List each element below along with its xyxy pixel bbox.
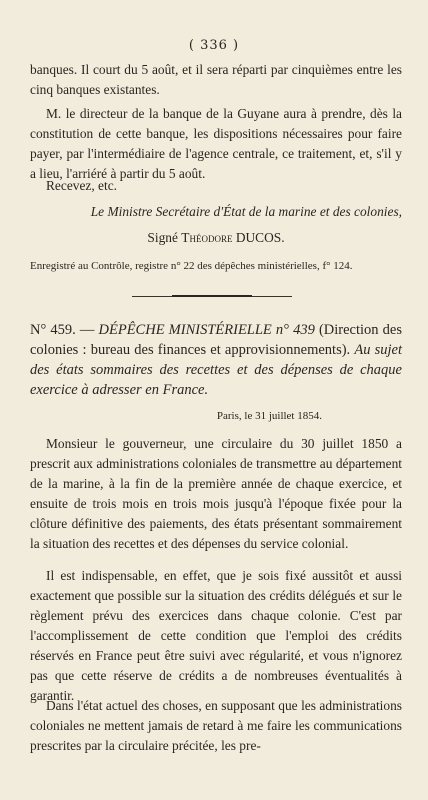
registration-note: Enregistré au Contrôle, registre n° 22 des dépêches ministérielles, f° 124. bbox=[30, 260, 353, 272]
minister-title: Le Ministre Secrétaire d'État de la marine et des colonies, bbox=[90, 204, 402, 219]
signature-surname: DUCOS. bbox=[232, 230, 285, 245]
body-paragraph-2: Il est indispensable, en effet, que je sois fixé aussitôt et aussi exactement que possible sur la situation des crédits délégués et sur le règlement prévu des exercices dans chaque colonie. C'est par l'accomplissement de cette condition que l'emploi des crédits réservés en France peut être suivi avec régularité, et vous n'ignorez pas que cette réserve de crédits a de nombreuses éventualités à garantir. bbox=[30, 568, 402, 703]
paragraph-directeur: M. le directeur de la banque de la Guyane aura à prendre, dès la constitution de cette banque, les dispositions nécessaires pour faire payer, par l'intermédiaire de l'agence centrale, ce traitement, et, s'il y a lieu, l'arriéré à partir du 5 août. bbox=[30, 106, 402, 181]
paragraph-recevez: Recevez, etc. bbox=[46, 178, 117, 193]
signature-prefix: Signé bbox=[147, 230, 182, 245]
dateline: Paris, le 31 juillet 1854. bbox=[216, 410, 322, 422]
depeche-direction: (Direction des colonies : bureau des finances et approvisionnements). bbox=[30, 322, 402, 358]
depeche-header bbox=[30, 320, 402, 400]
body-paragraph-3: Dans l'état actuel des choses, en supposant que les administrations coloniales ne mettent jamais de retard à me faire les communications prescrites par la circulaire précitée, les pre- bbox=[30, 698, 402, 753]
depeche-ref: n° 439 bbox=[271, 322, 315, 338]
signature-firstname: Théodore bbox=[181, 230, 233, 245]
page-number: ( 336 ) bbox=[188, 38, 240, 53]
depeche-subject: Au sujet des états sommaires des recettes et des dépenses de chaque exercice à adresser en France. bbox=[30, 342, 403, 398]
depeche-title: DÉPÊCHE MINISTÉRIELLE bbox=[98, 322, 272, 338]
depeche-number: N° 459. — bbox=[30, 322, 99, 338]
paragraph-banques: banques. Il court du 5 août, et il sera réparti par cinquièmes entre les cinq banques existantes. bbox=[30, 62, 402, 97]
signature-line bbox=[30, 228, 402, 248]
section-divider bbox=[132, 296, 292, 297]
body-paragraph-1: Monsieur le gouverneur, une circulaire du 30 juillet 1850 a prescrit aux administrations coloniales de transmettre au département de la marine, à la fin de la première année de chaque exercice, et ensuite de trois mois en trois mois jusqu'à l'époque fixée pour la clôture définitive des paiements, des états présentant sommairement la situation des recettes et des dépenses du service colonial. bbox=[30, 436, 402, 551]
